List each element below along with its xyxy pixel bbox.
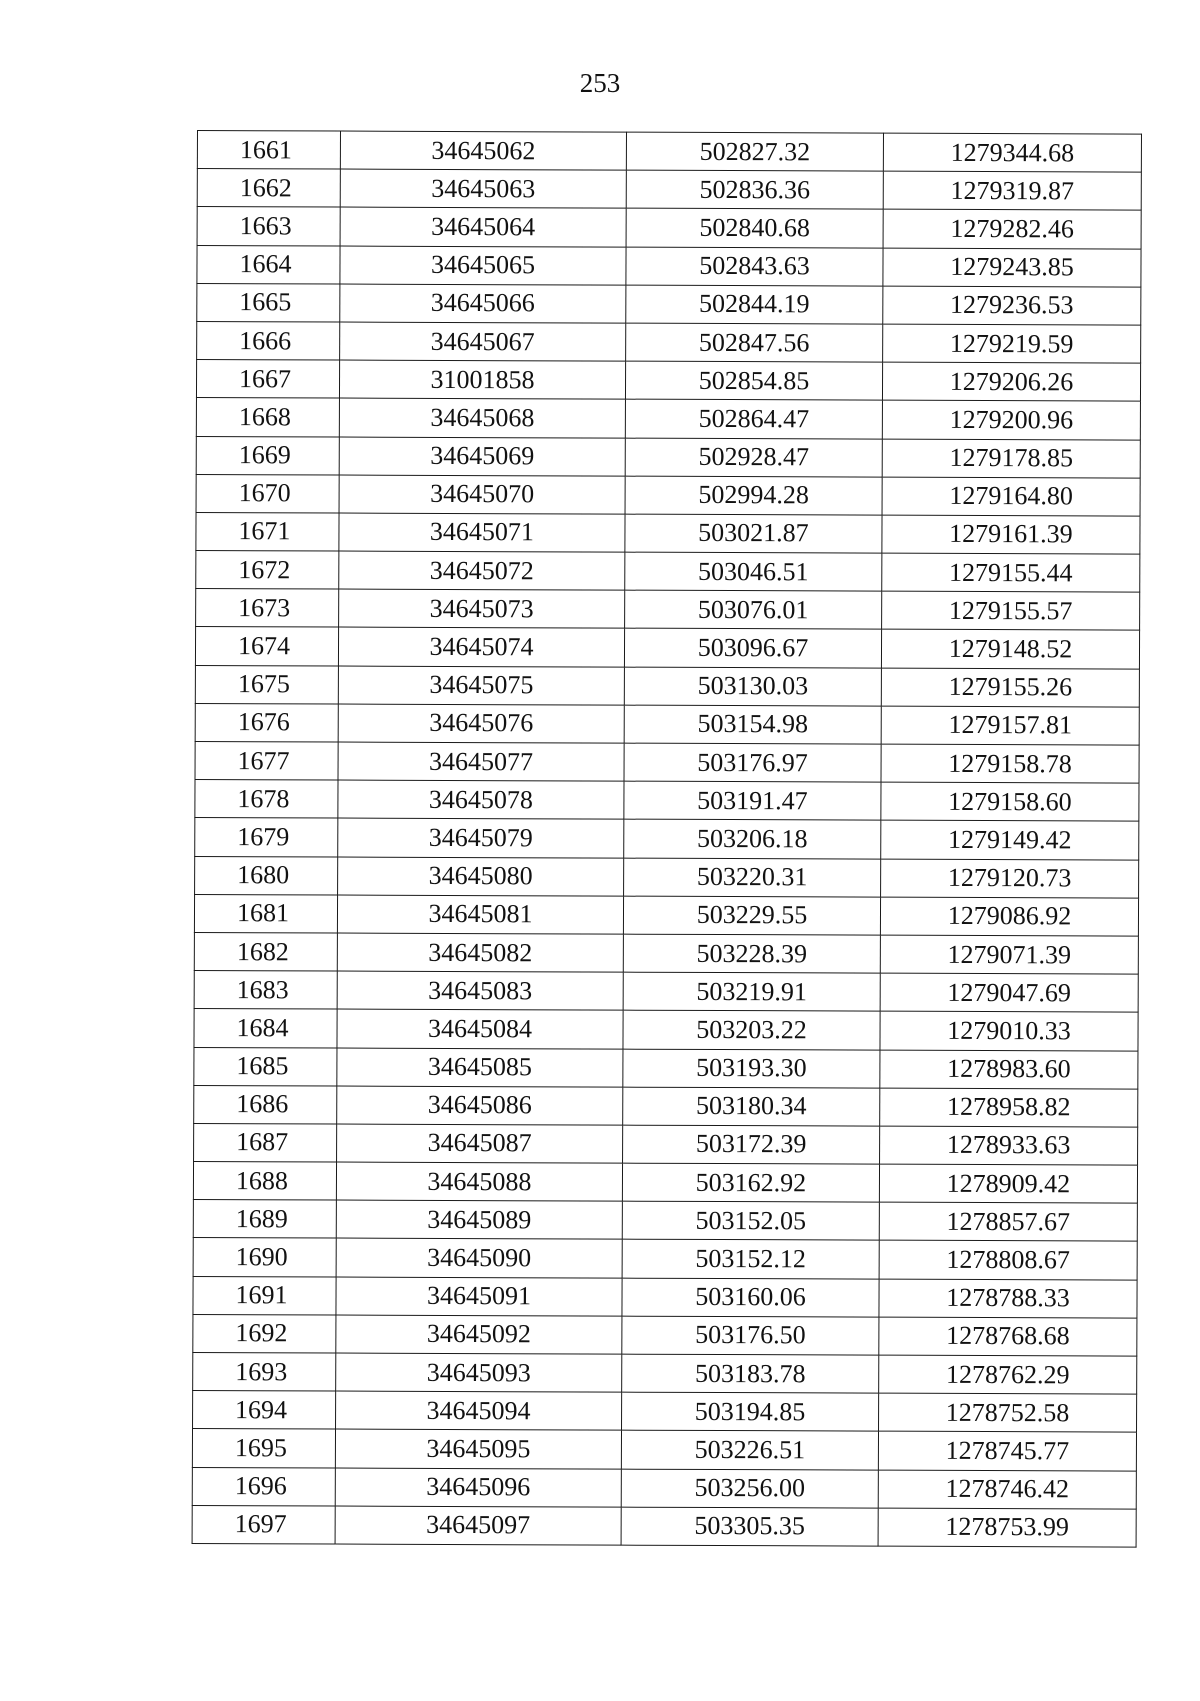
point-code-cell: 34645067 [340, 322, 626, 361]
row-number-cell: 1675 [195, 665, 338, 704]
table-row [193, 1238, 1137, 1280]
row-number-cell: 1667 [196, 360, 339, 399]
x-coordinate-cell: 502994.28 [625, 476, 882, 515]
point-code-cell: 34645074 [338, 627, 624, 666]
coordinates-table [192, 130, 1142, 1548]
point-code-cell: 34645065 [340, 246, 626, 285]
table-row [195, 703, 1139, 745]
table-row [193, 1352, 1137, 1394]
y-coordinate-cell: 1278983.60 [880, 1050, 1138, 1089]
x-coordinate-cell: 503180.34 [623, 1087, 880, 1126]
table-row [194, 1009, 1138, 1051]
x-coordinate-cell: 503160.06 [622, 1278, 879, 1317]
x-coordinate-cell: 503076.01 [625, 590, 882, 629]
y-coordinate-cell: 1279047.69 [880, 973, 1138, 1012]
row-number-cell: 1677 [195, 741, 338, 780]
table-row [193, 1314, 1137, 1356]
x-coordinate-cell: 503152.05 [622, 1201, 879, 1240]
x-coordinate-cell: 503154.98 [624, 705, 881, 744]
x-coordinate-cell: 503096.67 [624, 629, 881, 668]
point-code-cell: 34645078 [338, 780, 624, 819]
row-number-cell: 1692 [193, 1314, 336, 1353]
row-number-cell: 1673 [196, 589, 339, 628]
point-code-cell: 34645092 [336, 1315, 622, 1354]
row-number-cell: 1683 [194, 971, 337, 1010]
table-row [194, 971, 1138, 1013]
x-coordinate-cell: 503226.51 [621, 1431, 878, 1470]
table-row [196, 589, 1140, 631]
table-row [192, 1429, 1136, 1471]
y-coordinate-cell: 1279149.42 [881, 821, 1139, 860]
table-row [194, 1085, 1138, 1127]
point-code-cell: 34645088 [336, 1162, 622, 1201]
x-coordinate-cell: 503229.55 [623, 896, 880, 935]
table-row [195, 856, 1139, 898]
x-coordinate-cell: 502843.63 [626, 247, 883, 286]
row-number-cell: 1679 [195, 818, 338, 857]
x-coordinate-cell: 503152.12 [622, 1240, 879, 1279]
x-coordinate-cell: 503220.31 [624, 858, 881, 897]
page-number: 253 [579, 68, 621, 98]
x-coordinate-cell: 503183.78 [622, 1354, 879, 1393]
point-code-cell: 34645093 [336, 1353, 622, 1392]
table-row [195, 741, 1139, 783]
table-row [196, 551, 1140, 593]
x-coordinate-cell: 502847.56 [626, 323, 883, 362]
y-coordinate-cell: 1279155.44 [882, 553, 1140, 592]
y-coordinate-cell: 1279206.26 [882, 362, 1140, 401]
row-number-cell: 1694 [193, 1391, 336, 1430]
x-coordinate-cell: 503046.51 [625, 552, 882, 591]
row-number-cell: 1681 [194, 894, 337, 933]
table-row [195, 627, 1139, 669]
y-coordinate-cell: 1279120.73 [881, 859, 1139, 898]
row-number-cell: 1674 [195, 627, 338, 666]
table-row [195, 665, 1139, 707]
row-number-cell: 1697 [192, 1505, 335, 1544]
y-coordinate-cell: 1279200.96 [882, 400, 1140, 439]
y-coordinate-cell: 1278753.99 [878, 1508, 1136, 1547]
point-code-cell: 34645083 [337, 971, 623, 1010]
y-coordinate-cell: 1278768.68 [879, 1317, 1137, 1356]
point-code-cell: 34645080 [338, 857, 624, 896]
y-coordinate-cell: 1279344.68 [883, 133, 1141, 172]
row-number-cell: 1676 [195, 703, 338, 742]
y-coordinate-cell: 1279155.26 [881, 668, 1139, 707]
table-row [197, 283, 1141, 325]
row-number-cell: 1690 [193, 1238, 336, 1277]
row-number-cell: 1664 [197, 245, 340, 284]
point-code-cell: 34645079 [338, 818, 624, 857]
point-code-cell: 34645085 [337, 1048, 623, 1087]
y-coordinate-cell: 1279148.52 [881, 630, 1139, 669]
point-code-cell: 34645082 [337, 933, 623, 972]
table-row [197, 321, 1141, 363]
point-code-cell: 34645095 [335, 1429, 621, 1468]
y-coordinate-cell: 1278857.67 [879, 1202, 1137, 1241]
row-number-cell: 1672 [196, 551, 339, 590]
table-row [197, 207, 1141, 249]
x-coordinate-cell: 503162.92 [622, 1163, 879, 1202]
point-code-cell: 34645068 [339, 398, 625, 437]
y-coordinate-cell: 1279086.92 [880, 897, 1138, 936]
table-row [197, 131, 1141, 173]
y-coordinate-cell: 1279319.87 [883, 171, 1141, 210]
row-number-cell: 1669 [196, 436, 339, 475]
y-coordinate-cell: 1278788.33 [879, 1279, 1137, 1318]
x-coordinate-cell: 503176.97 [624, 743, 881, 782]
point-code-cell: 34645077 [338, 742, 624, 781]
y-coordinate-cell: 1279161.39 [882, 515, 1140, 554]
y-coordinate-cell: 1279155.57 [882, 591, 1140, 630]
x-coordinate-cell: 502840.68 [626, 209, 883, 248]
table-row [194, 932, 1138, 974]
row-number-cell: 1689 [193, 1200, 336, 1239]
row-number-cell: 1663 [197, 207, 340, 246]
table-row [197, 169, 1141, 211]
y-coordinate-cell: 1278958.82 [880, 1088, 1138, 1127]
table-row [196, 512, 1140, 554]
x-coordinate-cell: 503219.91 [623, 972, 880, 1011]
y-coordinate-cell: 1278933.63 [880, 1126, 1138, 1165]
point-code-cell: 34645072 [339, 551, 625, 590]
coordinates-table-body [192, 131, 1141, 1548]
y-coordinate-cell: 1279010.33 [880, 1011, 1138, 1050]
y-coordinate-cell: 1278808.67 [879, 1241, 1137, 1280]
point-code-cell: 34645091 [336, 1277, 622, 1316]
row-number-cell: 1682 [194, 932, 337, 971]
row-number-cell: 1668 [196, 398, 339, 437]
row-number-cell: 1693 [193, 1352, 336, 1391]
y-coordinate-cell: 1279219.59 [883, 324, 1141, 363]
row-number-cell: 1691 [193, 1276, 336, 1315]
point-code-cell: 34645062 [340, 131, 626, 170]
point-code-cell: 34645063 [340, 169, 626, 208]
x-coordinate-cell: 503256.00 [621, 1469, 878, 1508]
point-code-cell: 34645073 [339, 589, 625, 628]
row-number-cell: 1685 [194, 1047, 337, 1086]
table-row [196, 360, 1140, 402]
y-coordinate-cell: 1279071.39 [880, 935, 1138, 974]
x-coordinate-cell: 503206.18 [624, 820, 881, 859]
y-coordinate-cell: 1279157.81 [881, 706, 1139, 745]
point-code-cell: 31001858 [339, 360, 625, 399]
point-code-cell: 34645089 [336, 1200, 622, 1239]
x-coordinate-cell: 503191.47 [624, 781, 881, 820]
row-number-cell: 1688 [193, 1162, 336, 1201]
row-number-cell: 1662 [197, 169, 340, 208]
x-coordinate-cell: 503194.85 [622, 1392, 879, 1431]
point-code-cell: 34645090 [336, 1238, 622, 1277]
table-row [194, 1047, 1138, 1089]
point-code-cell: 34645087 [337, 1124, 623, 1163]
y-coordinate-cell: 1279164.80 [882, 477, 1140, 516]
y-coordinate-cell: 1279243.85 [883, 248, 1141, 287]
table-row [193, 1162, 1137, 1204]
table-row [194, 1123, 1138, 1165]
y-coordinate-cell: 1279158.60 [881, 782, 1139, 821]
point-code-cell: 34645084 [337, 1009, 623, 1048]
x-coordinate-cell: 502844.19 [626, 285, 883, 324]
point-code-cell: 34645069 [339, 437, 625, 476]
point-code-cell: 34645071 [339, 513, 625, 552]
point-code-cell: 34645086 [337, 1086, 623, 1125]
row-number-cell: 1666 [197, 321, 340, 360]
y-coordinate-cell: 1279236.53 [883, 286, 1141, 325]
table-row [194, 894, 1138, 936]
point-code-cell: 34645066 [340, 284, 626, 323]
x-coordinate-cell: 502836.36 [626, 170, 883, 209]
x-coordinate-cell: 503193.30 [623, 1049, 880, 1088]
x-coordinate-cell: 502854.85 [625, 361, 882, 400]
point-code-cell: 34645094 [336, 1391, 622, 1430]
table-row [196, 436, 1140, 478]
x-coordinate-cell: 503228.39 [623, 934, 880, 973]
y-coordinate-cell: 1279282.46 [883, 210, 1141, 249]
y-coordinate-cell: 1278909.42 [879, 1164, 1137, 1203]
row-number-cell: 1686 [194, 1085, 337, 1124]
point-code-cell: 34645081 [337, 895, 623, 934]
table-row [192, 1505, 1136, 1547]
row-number-cell: 1671 [196, 512, 339, 551]
table-row [195, 780, 1139, 822]
point-code-cell: 34645097 [335, 1506, 621, 1545]
y-coordinate-cell: 1278762.29 [879, 1355, 1137, 1394]
x-coordinate-cell: 502864.47 [625, 399, 882, 438]
table-row [193, 1200, 1137, 1242]
x-coordinate-cell: 502928.47 [625, 438, 882, 477]
y-coordinate-cell: 1279178.85 [882, 439, 1140, 478]
table-row [193, 1391, 1137, 1433]
point-code-cell: 34645070 [339, 475, 625, 514]
table-row [195, 818, 1139, 860]
row-number-cell: 1687 [194, 1123, 337, 1162]
table-row [193, 1276, 1137, 1318]
row-number-cell: 1670 [196, 474, 339, 513]
x-coordinate-cell: 503130.03 [624, 667, 881, 706]
row-number-cell: 1695 [192, 1429, 335, 1468]
x-coordinate-cell: 503176.50 [622, 1316, 879, 1355]
y-coordinate-cell: 1278745.77 [878, 1432, 1136, 1471]
point-code-cell: 34645096 [335, 1468, 621, 1507]
y-coordinate-cell: 1279158.78 [881, 744, 1139, 783]
row-number-cell: 1678 [195, 780, 338, 819]
row-number-cell: 1661 [197, 131, 340, 170]
row-number-cell: 1680 [195, 856, 338, 895]
point-code-cell: 34645076 [338, 704, 624, 743]
y-coordinate-cell: 1278746.42 [878, 1470, 1136, 1509]
table-row [196, 398, 1140, 440]
row-number-cell: 1696 [192, 1467, 335, 1506]
x-coordinate-cell: 503172.39 [623, 1125, 880, 1164]
table-row [197, 245, 1141, 287]
point-code-cell: 34645064 [340, 207, 626, 246]
x-coordinate-cell: 503305.35 [621, 1507, 878, 1546]
y-coordinate-cell: 1278752.58 [879, 1393, 1137, 1432]
row-number-cell: 1684 [194, 1009, 337, 1048]
point-code-cell: 34645075 [338, 666, 624, 705]
table-row [192, 1467, 1136, 1509]
table-row [196, 474, 1140, 516]
x-coordinate-cell: 503021.87 [625, 514, 882, 553]
row-number-cell: 1665 [197, 283, 340, 322]
x-coordinate-cell: 503203.22 [623, 1010, 880, 1049]
x-coordinate-cell: 502827.32 [626, 132, 883, 171]
